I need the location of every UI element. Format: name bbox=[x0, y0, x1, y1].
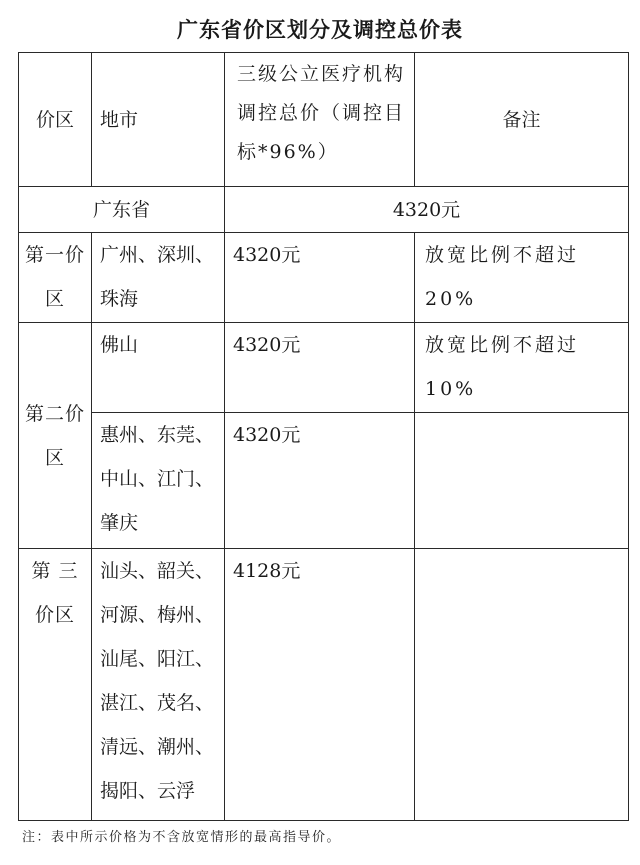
header-price: 三级公立医疗机构调控总价（调控目标*96%） bbox=[225, 53, 415, 187]
zone-cell bbox=[19, 549, 92, 821]
city-cell: 惠州、东莞、中山、江门、肇庆 bbox=[92, 413, 225, 549]
price-cell: 4320元 bbox=[225, 233, 415, 323]
price-cell: 4320元 bbox=[225, 323, 415, 413]
table-header-row bbox=[19, 53, 629, 187]
city-cell: 汕头、韶关、河源、梅州、汕尾、阳江、湛江、茂名、清远、潮州、揭阳、云浮 bbox=[92, 549, 225, 821]
note-cell: 放宽比例不超过10% bbox=[415, 323, 629, 413]
province-price: 4320元 bbox=[225, 187, 629, 233]
header-zone: 价区 bbox=[19, 53, 92, 187]
header-note: 备注 bbox=[415, 53, 629, 187]
zone-cell bbox=[19, 323, 92, 549]
header-city: 地市 bbox=[92, 53, 225, 187]
price-cell: 4320元 bbox=[225, 413, 415, 549]
table-row bbox=[19, 549, 629, 821]
zone-cell bbox=[19, 233, 92, 323]
table-row bbox=[19, 233, 629, 323]
note-cell: 放宽比例不超过20% bbox=[415, 233, 629, 323]
table-row bbox=[19, 323, 629, 413]
province-label: 广东省 bbox=[19, 187, 225, 233]
city-cell: 广州、深圳、珠海 bbox=[92, 233, 225, 323]
city-cell: 佛山 bbox=[92, 323, 225, 413]
note-cell bbox=[415, 549, 629, 821]
table-row bbox=[19, 413, 629, 549]
price-cell: 4128元 bbox=[225, 549, 415, 821]
footnote: 注：表中所示价格为不含放宽情形的最高指导价。 bbox=[22, 830, 342, 845]
page-title: 广东省价区划分及调控总价表 bbox=[177, 17, 463, 42]
zone-name: 第 三 价区 bbox=[31, 560, 79, 626]
zone-name: 第一价区 bbox=[24, 244, 85, 310]
zone-name: 第二价区 bbox=[24, 402, 85, 469]
price-table bbox=[18, 52, 629, 821]
province-row bbox=[19, 187, 629, 233]
note-cell bbox=[415, 413, 629, 549]
